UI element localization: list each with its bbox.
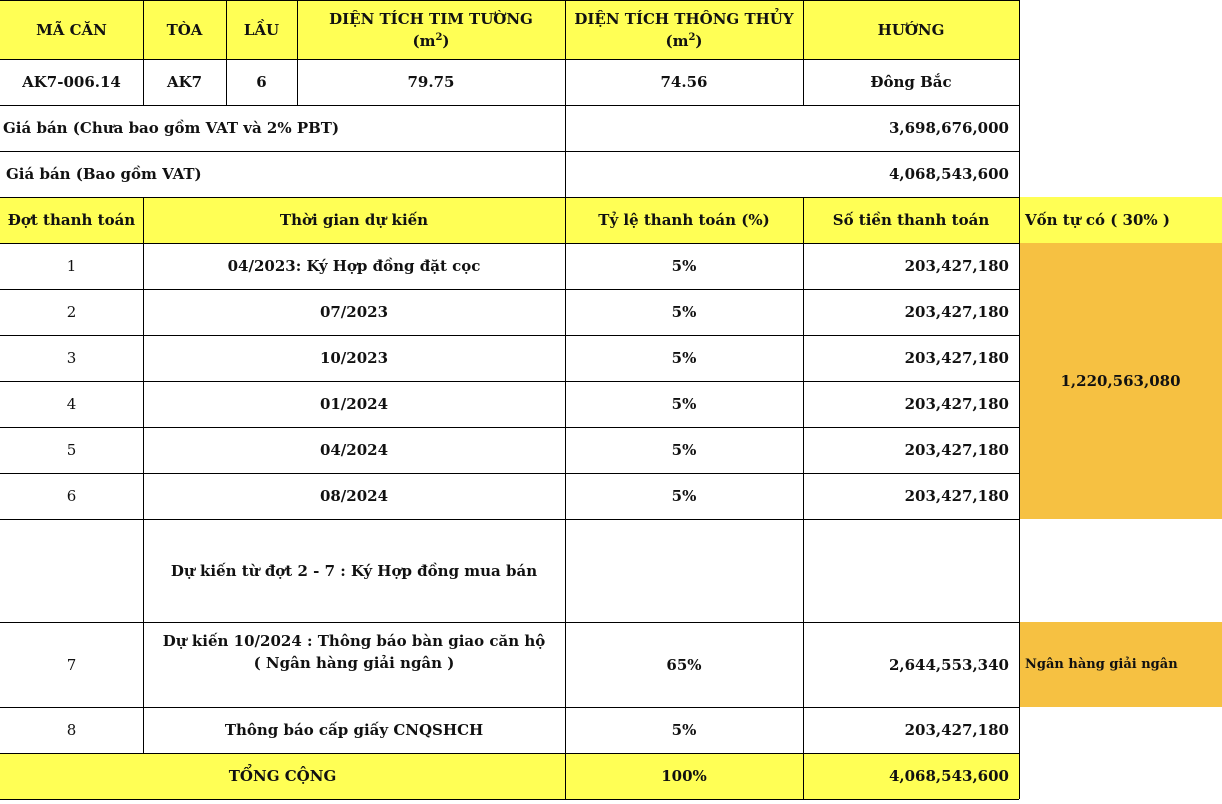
price-incl-label: Giá bán (Bao gồm VAT) <box>6 165 202 183</box>
grid-line <box>297 0 298 105</box>
grid-line <box>0 519 1019 520</box>
price-incl-value: 4,068,543,600 <box>888 165 1009 183</box>
sched-header-rate: Tỷ lệ thanh toán (%) <box>565 197 803 243</box>
sched-header-dot: Đợt thanh toán <box>0 197 143 243</box>
unit-dt-thong-thuy: 74.56 <box>660 73 708 91</box>
installment-5-rate: 5% <box>671 441 697 459</box>
installment-4-time: 01/2024 <box>319 395 389 413</box>
total-amount: 4,068,543,600 <box>803 753 1019 799</box>
installment-8-amount: 203,427,180 <box>904 721 1009 739</box>
price-excl-value: 3,698,676,000 <box>888 119 1009 137</box>
grid-line <box>0 799 1019 800</box>
installment-3-amount: 203,427,180 <box>904 349 1009 367</box>
installment-2-rate: 5% <box>671 303 697 321</box>
installment-1-amount: 203,427,180 <box>904 257 1009 275</box>
grid-line <box>0 0 1019 1</box>
grid-line <box>0 105 1019 106</box>
grid-line <box>0 289 1019 290</box>
unit-ma-can: AK7-006.14 <box>22 73 121 91</box>
installment-6-amount: 203,427,180 <box>904 487 1009 505</box>
installment-5-time: 04/2024 <box>319 441 389 459</box>
total-rate: 100% <box>565 753 803 799</box>
grid-line <box>0 473 1019 474</box>
installment-8-rate: 5% <box>671 721 697 739</box>
grid-line <box>0 707 1019 708</box>
installment-2-dot: 2 <box>66 303 77 321</box>
sched-header-amount: Số tiền thanh toán <box>803 197 1019 243</box>
installment-8-time: Thông báo cấp giấy CNQSHCH <box>224 721 484 739</box>
installment-7-amount: 2,644,553,340 <box>888 655 1009 674</box>
contract-note: Dự kiến từ đợt 2 - 7 : Ký Hợp đồng mua bán <box>170 561 538 580</box>
grid-line <box>0 151 1019 152</box>
price-excl-label: Giá bán (Chưa bao gồm VAT và 2% PBT) <box>3 119 340 137</box>
header-lau: LẦU <box>226 0 297 59</box>
installment-1-dot: 1 <box>66 257 77 275</box>
header-dt-thong-thuy: DIỆN TÍCH THÔNG THỦY $(m^2)$ <box>565 0 803 59</box>
installment-6-time: 08/2024 <box>319 487 389 505</box>
grid-line <box>143 197 144 753</box>
header-ma-can: MÃ CĂN <box>0 0 143 59</box>
installment-7-rate: 65% <box>666 655 702 674</box>
grid-line <box>0 197 1019 198</box>
installment-1-time: 04/2023: Ký Hợp đồng đặt cọc <box>227 257 481 275</box>
header-huong: HƯỚNG <box>803 0 1019 59</box>
installment-7-dot: 7 <box>66 655 77 674</box>
von-tu-co-value: 1,220,563,080 <box>1019 243 1222 519</box>
unit-huong: Đông Bắc <box>870 73 952 91</box>
unit-dt-tim-tuong: 79.75 <box>407 73 455 91</box>
installment-4-rate: 5% <box>671 395 697 413</box>
grid-line <box>803 0 804 105</box>
grid-line <box>0 243 1019 244</box>
total-label: TỔNG CỘNG <box>0 753 565 799</box>
grid-line <box>0 427 1019 428</box>
installment-2-time: 07/2023 <box>319 303 389 321</box>
installment-1-rate: 5% <box>671 257 697 275</box>
bank-disbursement-note: Ngân hàng giải ngân <box>1019 622 1222 707</box>
grid-line <box>226 0 227 105</box>
grid-line <box>143 0 144 105</box>
installment-8-dot: 8 <box>66 721 77 739</box>
installment-5-dot: 5 <box>66 441 77 459</box>
header-toa: TÒA <box>143 0 226 59</box>
header-dt-tim-tuong: DIỆN TÍCH TIM TƯỜNG $(m^2)$ <box>297 0 565 59</box>
grid-line <box>0 335 1019 336</box>
unit-lau: 6 <box>256 73 267 91</box>
installment-4-dot: 4 <box>66 395 77 413</box>
installment-3-rate: 5% <box>671 349 697 367</box>
grid-line <box>803 197 804 799</box>
installment-5-amount: 203,427,180 <box>904 441 1009 459</box>
installment-4-amount: 203,427,180 <box>904 395 1009 413</box>
installment-6-dot: 6 <box>66 487 77 505</box>
installment-2-amount: 203,427,180 <box>904 303 1009 321</box>
grid-line <box>0 59 1019 60</box>
installment-6-rate: 5% <box>671 487 697 505</box>
grid-line <box>1019 0 1020 799</box>
grid-line <box>0 753 1019 754</box>
installment-3-dot: 3 <box>66 349 77 367</box>
sched-header-von-tu-co: Vốn tự có ( 30% ) <box>1019 197 1222 243</box>
installment-3-time: 10/2023 <box>319 349 389 367</box>
grid-line <box>565 0 566 799</box>
grid-line <box>0 381 1019 382</box>
unit-toa: AK7 <box>166 73 203 91</box>
grid-line <box>0 622 1019 623</box>
sched-header-time: Thời gian dự kiến <box>143 197 565 243</box>
installment-7-time: Dự kiến 10/2024 : Thông báo bàn giao căn hộ ( Ngân hàng giải ngân ) <box>162 632 546 672</box>
